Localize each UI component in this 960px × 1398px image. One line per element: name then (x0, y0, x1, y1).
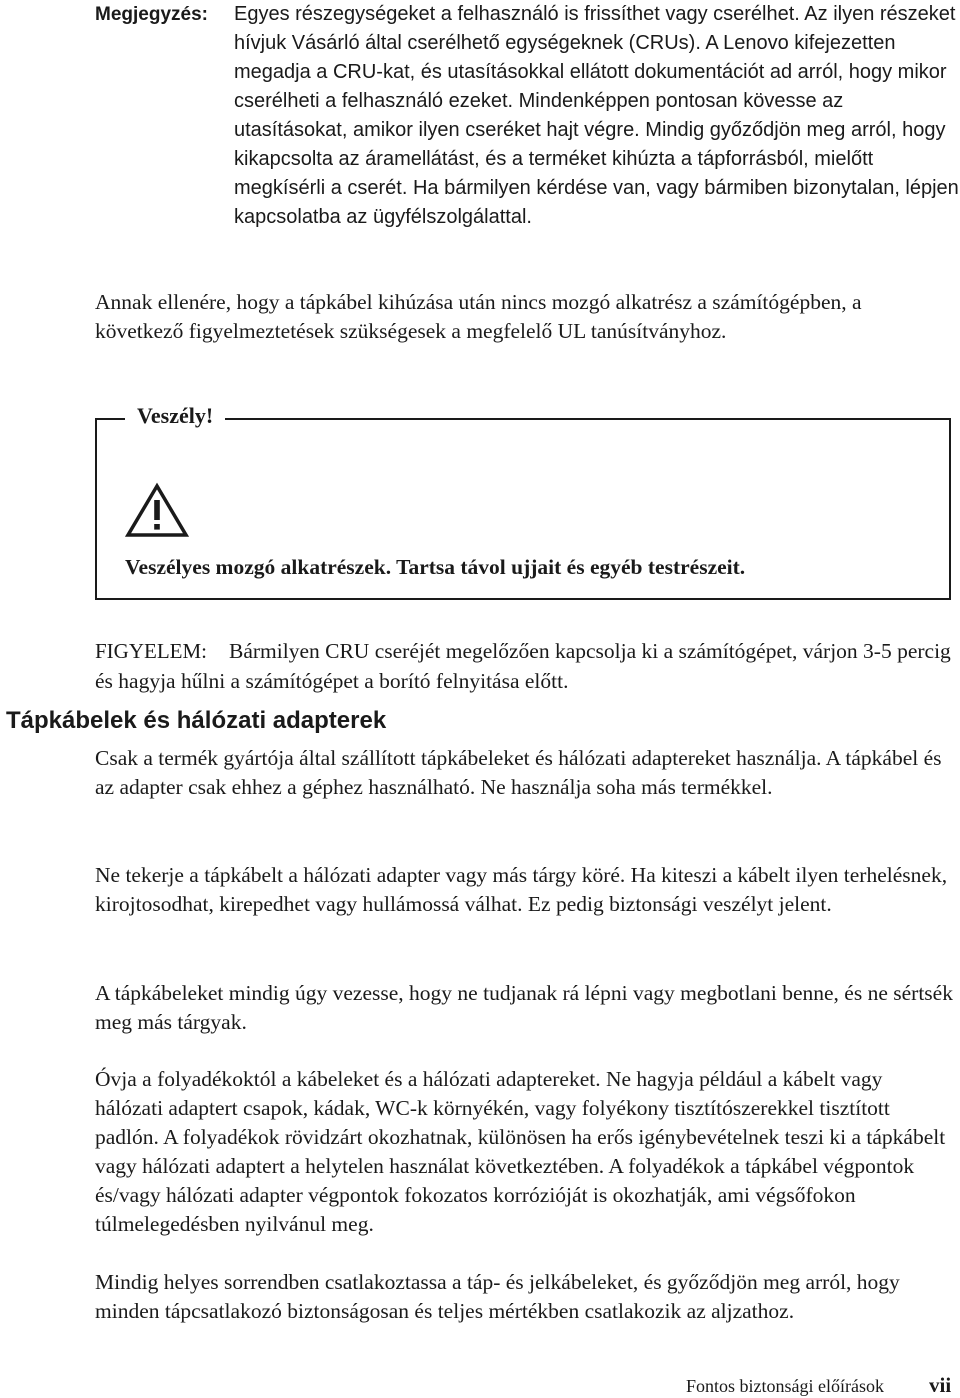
intro-paragraph: Annak ellenére, hogy a tápkábel kihúzása után nincs mozgó alkatrész a számítógépben, a következő figyelmeztetések szükségesek a megfelelő UL tanúsítványhoz. (95, 290, 862, 343)
attention-label: FIGYELEM: (95, 639, 207, 663)
attention-text: Bármilyen CRU cseréjét megelőzően kapcsolja ki a számítógépet, várjon 3-5 percig és hagyja hűlni a számítógépet a borító felnyitása előtt. (95, 639, 951, 693)
box-border-top-right (225, 418, 949, 420)
note-text: Egyes részegységeket a felhasználó is frissíthet vagy cserélhet. Az ilyen részeket hívjuk Vásárló által cserélhető egységeknek (CRUs). A Lenovo kifejezetten megadja a CRU-kat, és utasításokkal ellátott dokumentációt ad arról, hogy mikor cserélheti a felhasználó ezeket. Mindenképpen pontosan kövesse az utasításokat, amikor ilyen cseréket hajt végre. Mindig győződjön meg arról, hogy kikapcsolta az áramellátást, és a terméket kihúzta a tápforrásból, mielőtt megkísérli a cserét. Ha bármilyen kérdése van, vagy bármiben bizonytalan, lépjen kapcsolatba az ügyfélszolgálattal. (234, 3, 959, 228)
page-number: vii (929, 1373, 952, 1397)
danger-text: Veszélyes mozgó alkatrészek. Tartsa távol ujjait és egyéb testrészeit. (125, 555, 746, 579)
section-heading: Tápkábelek és hálózati adapterek (6, 707, 387, 734)
footer-title: Fontos biztonsági előírások (686, 1376, 884, 1396)
note-label: Megjegyzés: (95, 4, 208, 25)
danger-box (95, 403, 951, 600)
section-paragraph-3: A tápkábeleket mindig úgy vezesse, hogy ne tudjanak rá lépni vagy megbotlani benne, és ne sértsék meg más tárgyak. (95, 981, 953, 1034)
box-border-top-left (97, 418, 125, 420)
section-paragraph-1: Csak a termék gyártója által szállított tápkábeleket és hálózati adaptereket használja. A tápkábel és az adapter csak ehhez a géphez használható. Ne használja soha más termékkel. (95, 746, 942, 799)
note-block (95, 0, 960, 232)
attention-paragraph (95, 636, 955, 696)
section-paragraph-5: Mindig helyes sorrendben csatlakoztassa a táp- és jelkábeleket, és győződjön meg arról, hogy minden tápcsatlakozó biztonságosan és teljes mértékben csatlakozik az aljzathoz. (95, 1270, 900, 1323)
section-paragraph-2: Ne tekerje a tápkábelt a hálózati adapter vagy más tárgy köré. Ha kiteszi a kábelt ilyen terhelésnek, kirojtosodhat, kirepedhet vagy hullámossá válhat. Ez pedig biztonsági veszélyt jelent. (95, 863, 948, 916)
section-paragraph-4: Óvja a folyadékoktól a kábeleket és a hálózati adaptereket. Ne hagyja például a kábelt vagy hálózati adaptert csapok, kádak, WC-k környékén, vagy folyékony tisztítószerekkel tisztított padlón. A folyadékok rövidzárt okozhatnak, különösen ha erős igénybevételnek teszi ki a tápkábelt vagy hálózati adaptert a helytelen használat következtében. A folyadékok a tápkábel végpontok és/vagy hálózati adapter végpontok fokozatos korrózióját is okozhatják, ami végsőfokon túlmelegedésben nyilvánul meg. (95, 1067, 946, 1236)
warning-triangle-icon (125, 482, 189, 538)
danger-title: Veszély! (137, 403, 214, 428)
